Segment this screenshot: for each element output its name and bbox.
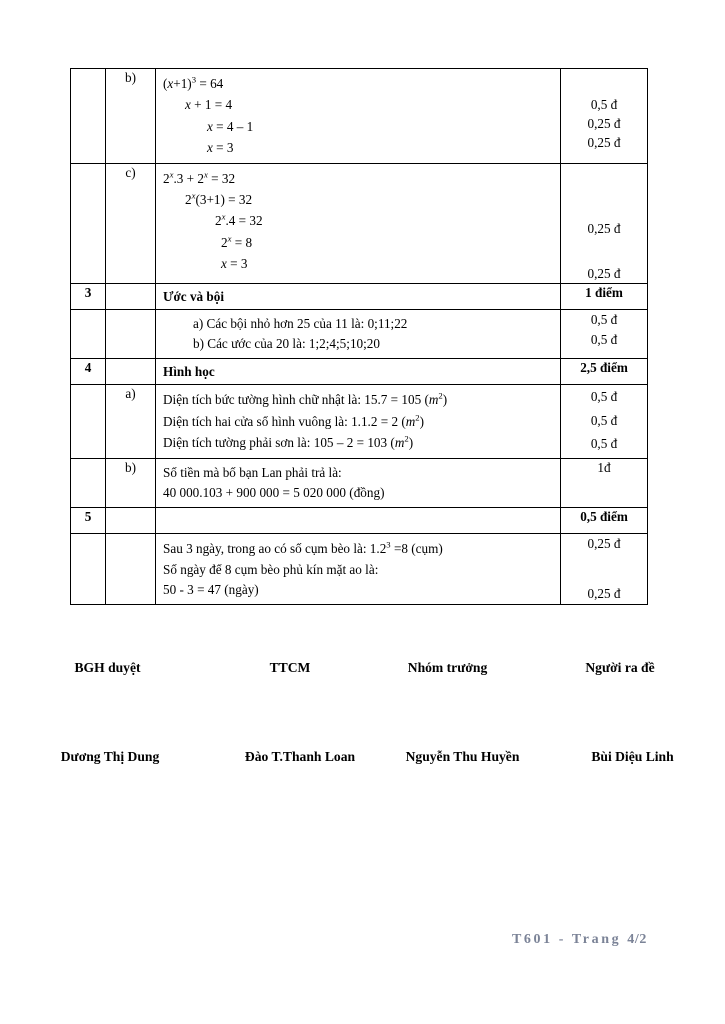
row-score-cell — [561, 163, 648, 283]
row-letter-cell: b) — [106, 458, 156, 507]
signature-title: TTCM — [269, 660, 311, 675]
text-line: 50 - 3 = 47 (ngày) — [163, 581, 259, 597]
score-value: 0,5 đ — [590, 412, 618, 428]
score-value: 0,25 đ — [587, 116, 621, 132]
section-heading — [156, 508, 560, 534]
table-row — [71, 534, 648, 605]
math-line: $2^x.4 = 32$ — [215, 211, 263, 229]
section-heading: Hình học — [163, 363, 215, 379]
table-row — [71, 163, 648, 283]
math-line: Sau 3 ngày, trong ao có số cụm bèo là: $1.2^3 =8$ (cụm) — [163, 539, 443, 557]
row-number-cell — [71, 385, 106, 458]
signature-name: Bùi Diệu Linh — [591, 749, 674, 764]
score-value: 0,5 đ — [590, 389, 618, 405]
row-content-cell — [156, 458, 561, 507]
row-score-cell — [561, 385, 648, 458]
math-line: x + 1 = 4 — [185, 97, 233, 113]
row-content-cell — [156, 163, 561, 283]
signature-name: Nguyễn Thu Huyền — [405, 749, 520, 764]
list-item: b) Các ước của 20 là: 1;2;4;5;10;20 — [193, 336, 380, 352]
row-content-cell — [156, 507, 561, 534]
row-number-cell — [71, 458, 106, 507]
row-score-cell — [561, 69, 648, 164]
row-letter-cell: a) — [106, 385, 156, 458]
score-value: 0,25 đ — [587, 220, 621, 236]
row-score-cell: 0,5 điểm — [561, 507, 648, 534]
spacer — [561, 238, 647, 264]
math-line: Diện tích tường phải sơn là: 105 – 2 = 103 $(m^2)$ — [163, 433, 414, 451]
section-heading: Ước và bội — [163, 288, 225, 304]
math-line: Diện tích bức tường hình chữ nhật là: 15.7 = 105 $(m^2)$ — [163, 391, 448, 408]
score-value: 0,25 đ — [587, 536, 621, 552]
math-line: $2^x(3+1) = 32$ — [185, 190, 253, 207]
math-line: Diện tích hai cửa sổ hình vuông là: 1.1.2 = 2 $(m^2)$ — [163, 412, 425, 429]
row-number-cell — [71, 310, 106, 359]
row-score-cell: 1đ — [561, 458, 648, 507]
list-item: a) Các bội nhỏ hơn 25 của 11 là: 0;11;22 — [193, 316, 408, 332]
score-value: 0,25 đ — [587, 135, 621, 151]
signature-title: Nhóm trưởng — [407, 660, 488, 675]
signature-name: Đào T.Thanh Loan — [244, 749, 356, 764]
signature-title: BGH duyệt — [74, 660, 141, 675]
row-letter-cell — [106, 283, 156, 310]
page-footer — [512, 932, 647, 948]
math-line: $(x+1)^3 = 64$ — [163, 74, 224, 91]
math-line: $2^x.3 + 2^x = 32$ — [163, 169, 236, 186]
score-value: 0,5 đ — [590, 97, 618, 112]
row-content-cell — [156, 385, 561, 458]
score-value: 0,25 đ — [587, 586, 621, 602]
row-score-cell — [561, 534, 648, 605]
row-letter-cell: b) — [106, 69, 156, 164]
row-content-cell — [156, 358, 561, 385]
signature-names-row — [0, 749, 725, 765]
row-letter-cell — [106, 310, 156, 359]
row-number-cell — [71, 534, 106, 605]
score-value: 0,25 đ — [587, 265, 621, 281]
signature-block — [0, 660, 725, 765]
row-letter-cell — [106, 358, 156, 385]
table-row — [71, 310, 648, 359]
row-letter-cell — [106, 534, 156, 605]
math-line: x = 3 — [207, 140, 234, 156]
row-score-cell: 1 điểm — [561, 283, 648, 310]
score-value: 0,5 đ — [590, 312, 618, 328]
score-value: 0,5 đ — [590, 332, 618, 348]
row-letter-cell: c) — [106, 163, 156, 283]
footer-code: T601 - Trang — [511, 932, 628, 947]
row-number-cell — [71, 163, 106, 283]
answer-key-table — [70, 68, 648, 605]
row-number-cell: 4 — [71, 358, 106, 385]
row-letter-cell — [106, 507, 156, 534]
row-score-cell — [561, 310, 648, 359]
text-line: 40 000.103 + 900 000 = 5 020 000 (đồng) — [163, 484, 385, 500]
table-row — [71, 507, 648, 534]
table-row — [71, 458, 648, 507]
row-content-cell — [156, 534, 561, 605]
table-row — [71, 283, 648, 310]
spacer — [561, 553, 647, 584]
row-number-cell — [71, 69, 106, 164]
signature-titles-row — [0, 660, 725, 676]
row-content-cell — [156, 69, 561, 164]
math-line: x = 3 — [221, 256, 248, 271]
table-row — [71, 69, 648, 164]
row-content-cell — [156, 310, 561, 359]
row-content-cell — [156, 283, 561, 310]
text-line: Số tiền mà bố bạn Lan phải trả là: — [163, 464, 342, 480]
row-number-cell: 3 — [71, 283, 106, 310]
text-line: Số ngày để 8 cụm bèo phủ kín mặt ao là: — [163, 561, 379, 577]
signature-name: Dương Thị Dung — [60, 749, 160, 764]
table-row — [71, 358, 648, 385]
footer-page-number: 4/2 — [627, 932, 647, 947]
math-line: x = 4 – 1 — [207, 118, 254, 134]
row-number-cell: 5 — [71, 507, 106, 534]
math-line: $2^x = 8$ — [221, 233, 253, 250]
table-row — [71, 385, 648, 458]
row-score-cell: 2,5 điểm — [561, 358, 648, 385]
signature-title: Người ra đề — [585, 660, 655, 675]
score-value: 0,5 đ — [590, 435, 618, 451]
